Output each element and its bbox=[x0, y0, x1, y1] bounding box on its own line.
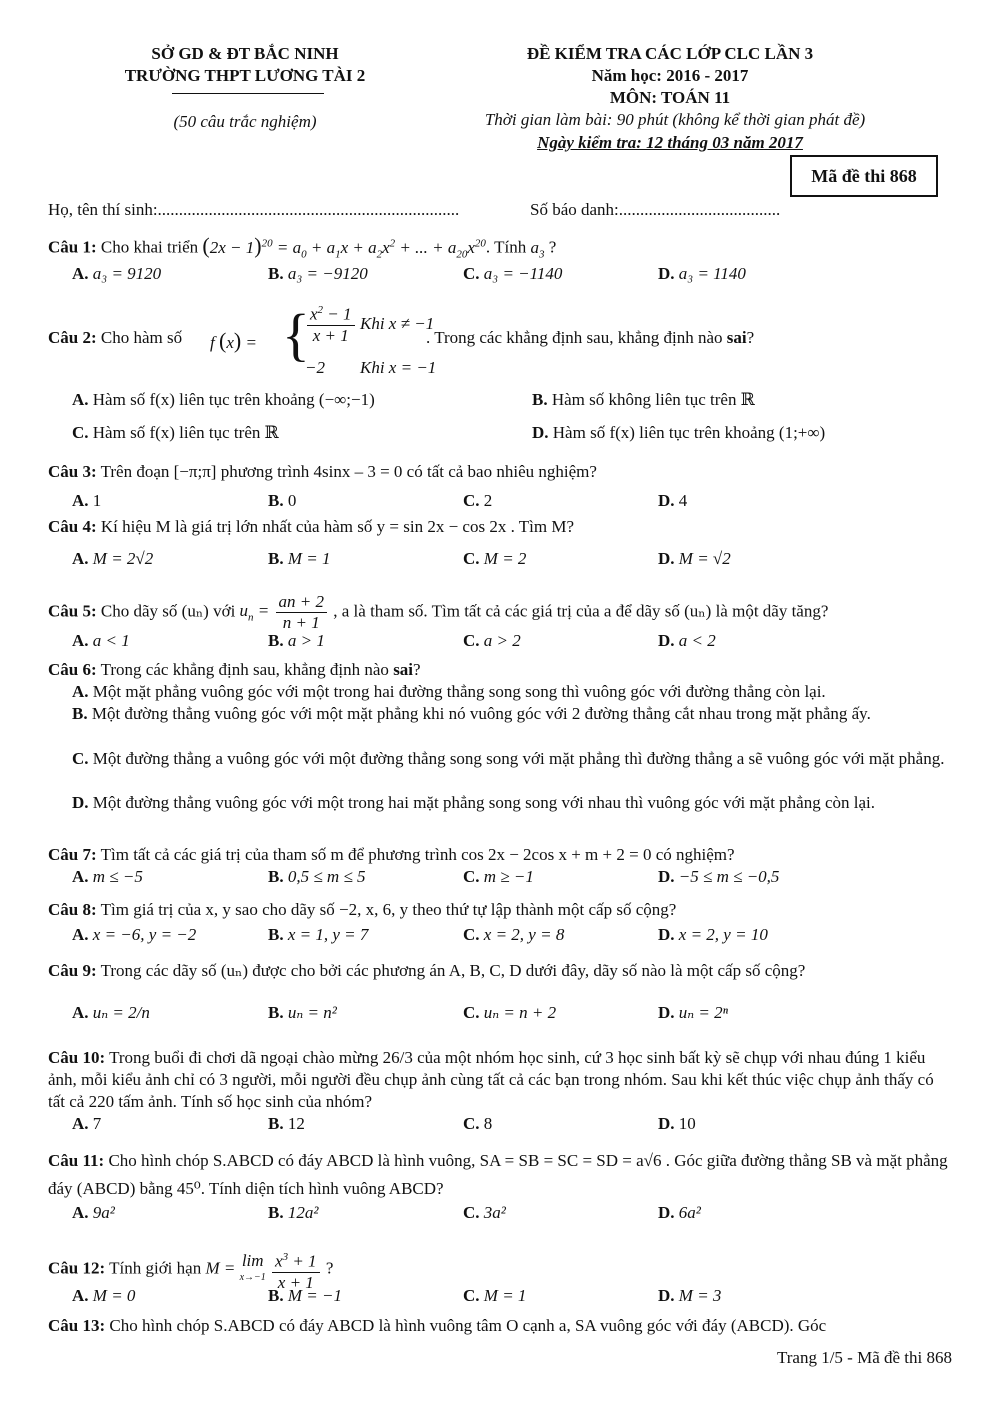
q5-option-c[interactable]: C. a > 2 bbox=[463, 631, 521, 650]
q2-option-c[interactable]: C. Hàm số f(x) liên tục trên ℝ bbox=[72, 423, 279, 442]
q8-option-d[interactable]: D. x = 2, y = 10 bbox=[658, 925, 768, 944]
q7-option-d[interactable]: D. −5 ≤ m ≤ −0,5 bbox=[658, 867, 780, 886]
q3-option-b[interactable]: B. 0 bbox=[268, 491, 297, 510]
q7-option-c[interactable]: C. m ≥ −1 bbox=[463, 867, 534, 886]
q11-option-d[interactable]: D. 6a² bbox=[658, 1203, 701, 1222]
q4-option-c[interactable]: C. M = 2 bbox=[463, 549, 527, 568]
question-12: Câu 12: Tính giới hạn M = lim x→−1 $\frac{x^3 + 1}{x + 1}$ ? bbox=[48, 1247, 333, 1293]
q1-option-b[interactable]: B. a₃ = −9120 bbox=[268, 264, 368, 283]
question-13: Câu 13: Cho hình chóp S.ABCD có đáy ABCD là hình vuông tâm O cạnh a, SA vuông góc với đáy (ABCD). Góc bbox=[48, 1316, 827, 1335]
q6-option-d[interactable]: D. Một đường thẳng vuông góc với một trong hai mặt phẳng song song với nhau thì vuông góc với mặt phẳng còn lại. bbox=[72, 793, 876, 812]
question-count-note: (50 câu trắc nghiệm) bbox=[173, 112, 317, 131]
school-year: Năm học: 2016 - 2017 bbox=[591, 66, 749, 85]
exam-duration: Thời gian làm bài: 90 phút (không kể thời gian phát đề) bbox=[484, 110, 866, 129]
student-id-field: Số báo danh:...................................... bbox=[530, 200, 781, 219]
page-footer: Trang 1/5 - Mã đề thi 868 bbox=[776, 1348, 952, 1367]
q11-option-c[interactable]: C. 3a² bbox=[463, 1203, 506, 1222]
q11-option-b[interactable]: B. 12a² bbox=[268, 1203, 319, 1222]
question-7: Câu 7: Tìm tất cả các giá trị của tham số m để phương trình cos 2x − 2cos x + m + 2 = 0 có nghiệm? bbox=[48, 845, 735, 864]
q12-option-c[interactable]: C. M = 1 bbox=[463, 1286, 527, 1305]
question-6: Câu 6: Trong các khẳng định sau, khẳng định nào sai? bbox=[48, 660, 421, 679]
q3-option-c[interactable]: C. 2 bbox=[463, 491, 493, 510]
q8-option-c[interactable]: C. x = 2, y = 8 bbox=[463, 925, 565, 944]
q4-option-a[interactable]: A. M = 2√2 bbox=[72, 549, 154, 568]
q12-option-d[interactable]: D. M = 3 bbox=[658, 1286, 722, 1305]
exam-title: ĐỀ KIỂM TRA CÁC LỚP CLC LẦN 3 bbox=[526, 44, 814, 63]
q8-option-b[interactable]: B. x = 1, y = 7 bbox=[268, 925, 369, 944]
q10-option-d[interactable]: D. 10 bbox=[658, 1114, 696, 1133]
school-name: TRƯỜNG THPT LƯƠNG TÀI 2 bbox=[124, 66, 366, 85]
q5-option-b[interactable]: B. a > 1 bbox=[268, 631, 325, 650]
exam-date: Ngày kiểm tra: 12 tháng 03 năm 2017 bbox=[537, 133, 803, 152]
q9-option-a[interactable]: A. uₙ = 2/n bbox=[72, 1003, 150, 1022]
question-2-text: . Trong các khẳng định sau, khẳng định nào sai? bbox=[426, 328, 755, 347]
exam-code-box: Mã đề thi 868 bbox=[790, 155, 938, 197]
q1-option-d[interactable]: D. a₃ = 1140 bbox=[658, 264, 746, 283]
q2-option-d[interactable]: D. Hàm số f(x) liên tục trên khoảng (1;+∞) bbox=[532, 423, 826, 442]
q12-option-a[interactable]: A. M = 0 bbox=[72, 1286, 136, 1305]
q5-option-d[interactable]: D. a < 2 bbox=[658, 631, 716, 650]
question-label: Câu 1: bbox=[48, 237, 97, 257]
q6-option-b[interactable]: B. Một đường thẳng vuông góc với một mặt phẳng khi nó vuông góc với 2 đường thẳng cắt nhau trong mặt phẳng ấy. bbox=[72, 704, 871, 723]
q5-option-a[interactable]: A. a < 1 bbox=[72, 631, 130, 650]
q6-option-a[interactable]: A. Một mặt phẳng vuông góc với một trong hai đường thẳng song song thì vuông góc với đường thẳng còn lại. bbox=[72, 682, 826, 701]
q10-option-b[interactable]: B. 12 bbox=[268, 1114, 305, 1133]
q4-option-d[interactable]: D. M = √2 bbox=[658, 549, 731, 568]
question-2-label: Câu 2: Cho hàm số bbox=[48, 328, 183, 347]
header-divider bbox=[172, 93, 324, 94]
q3-option-d[interactable]: D. 4 bbox=[658, 491, 688, 510]
q7-option-a[interactable]: A. m ≤ −5 bbox=[72, 867, 143, 886]
q9-option-b[interactable]: B. uₙ = n² bbox=[268, 1003, 337, 1022]
question-11: Câu 11: Cho hình chóp S.ABCD có đáy ABCD là hình vuông, SA = SB = SC = SD = a√6 . Góc giữa đường thẳng SB và mặt phẳng đáy (ABCD) bằng 45⁰. Tính diện tích hình vuông ABCD? bbox=[48, 1151, 948, 1198]
expansion-formula: $(2x - 1)^{20} = a_0 + a_1x + a_2x^2$ + ... + $a_{20}x^{20}$ bbox=[202, 232, 486, 261]
q2-option-a[interactable]: A. Hàm số f(x) liên tục trên khoảng (−∞;−1) bbox=[72, 390, 375, 409]
question-9: Câu 9: Trong các dãy số (uₙ) được cho bởi các phương án A, B, C, D dưới đây, dãy số nào là một cấp số cộng? bbox=[48, 961, 806, 980]
question-10: Câu 10: Trong buổi đi chơi dã ngoại chào mừng 26/3 của một nhóm học sinh, cứ 3 học sinh bất kỳ sẽ chụp với nhau đúng 1 kiểu ảnh, mỗi kiểu ảnh chỉ có 3 người, mỗi người đều chụp ảnh cùng tất cả các bạn trong nhóm. Sau khi kết thúc việc chụp ảnh thấy có tất cả 220 tấm ảnh. Tính số học sinh của nhóm? bbox=[48, 1048, 934, 1111]
student-name-field: Họ, tên thí sinh:....................................................................... bbox=[48, 200, 460, 219]
q3-option-a[interactable]: A. 1 bbox=[72, 491, 102, 510]
q9-option-c[interactable]: C. uₙ = n + 2 bbox=[463, 1003, 557, 1022]
question-3: Câu 3: Trên đoạn [−π;π] phương trình 4sinx – 3 = 0 có tất cả bao nhiêu nghiệm? bbox=[48, 462, 597, 481]
question-4: Câu 4: Kí hiệu M là giá trị lớn nhất của hàm số y = sin 2x − cos 2x . Tìm M? bbox=[48, 517, 575, 536]
q9-option-d[interactable]: D. uₙ = 2ⁿ bbox=[658, 1003, 728, 1022]
q11-option-a[interactable]: A. 9a² bbox=[72, 1203, 115, 1222]
q10-option-c[interactable]: C. 8 bbox=[463, 1114, 493, 1133]
question-8: Câu 8: Tìm giá trị của x, y sao cho dãy số −2, x, 6, y theo thứ tự lập thành một cấp số cộng? bbox=[48, 900, 677, 919]
q2-option-b[interactable]: B. Hàm số không liên tục trên ℝ bbox=[532, 390, 755, 409]
q1-option-c[interactable]: C. a₃ = −1140 bbox=[463, 264, 563, 283]
q10-option-a[interactable]: A. 7 bbox=[72, 1114, 102, 1133]
q8-option-a[interactable]: A. x = −6, y = −2 bbox=[72, 925, 197, 944]
q7-option-b[interactable]: B. 0,5 ≤ m ≤ 5 bbox=[268, 867, 366, 886]
question-1: Câu 1: Cho khai triển $(2x - 1)^{20} = a_0 + a_1x + a_2x^2$ + ... + $a_{20}x^{20}$. Tính $a_3$ ? bbox=[48, 232, 557, 261]
subject: MÔN: TOÁN 11 bbox=[609, 88, 731, 107]
question-5: Câu 5: Cho dãy số (uₙ) với $u_n$ = $\frac{an + 2}{n + 1}$ , a là tham số. Tìm tất cả các giá trị của a để dãy số (uₙ) là một dãy tăng? bbox=[48, 592, 829, 632]
q1-option-a[interactable]: A. a₃ = 9120 bbox=[72, 264, 162, 283]
q6-option-c[interactable]: C. Một đường thẳng a vuông góc với một đường thẳng song song với mặt phẳng thì đường thẳng a sẽ vuông góc với mặt phẳng. bbox=[72, 749, 945, 768]
q4-option-b[interactable]: B. M = 1 bbox=[268, 549, 331, 568]
q12-option-b[interactable]: B. M = −1 bbox=[268, 1286, 342, 1305]
department-name: SỞ GD & ĐT BẮC NINH bbox=[151, 44, 339, 63]
